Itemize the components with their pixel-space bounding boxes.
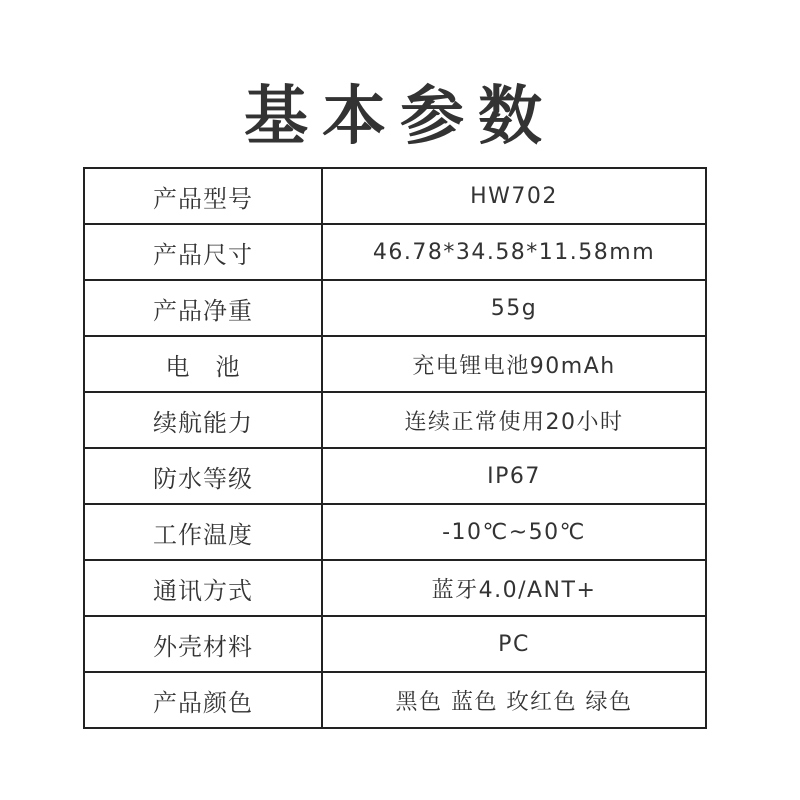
spec-label: 产品尺寸 [84, 224, 322, 280]
table-row [84, 224, 706, 280]
table-row [84, 168, 706, 224]
spec-value: 46.78*34.58*11.58mm [322, 224, 706, 280]
table-row [84, 336, 706, 392]
spec-table [83, 167, 707, 729]
spec-value: IP67 [322, 448, 706, 504]
spec-label: 工作温度 [84, 504, 322, 560]
table-row [84, 448, 706, 504]
spec-label: 产品净重 [84, 280, 322, 336]
spec-value: HW702 [322, 168, 706, 224]
spec-label: 防水等级 [84, 448, 322, 504]
spec-value: 充电锂电池90mAh [322, 336, 706, 392]
spec-label: 电 池 [84, 336, 322, 392]
spec-value: PC [322, 616, 706, 672]
table-row [84, 280, 706, 336]
page-title: 基本参数 [244, 79, 556, 154]
table-row [84, 504, 706, 560]
spec-label: 产品颜色 [84, 672, 322, 728]
spec-value: -10℃~50℃ [322, 504, 706, 560]
spec-label: 外壳材料 [84, 616, 322, 672]
spec-label: 通讯方式 [84, 560, 322, 616]
spec-label: 产品型号 [84, 168, 322, 224]
spec-value: 黑色 蓝色 玫红色 绿色 [322, 672, 706, 728]
table-row [84, 392, 706, 448]
spec-value: 连续正常使用20小时 [322, 392, 706, 448]
table-row [84, 616, 706, 672]
table-row [84, 672, 706, 728]
spec-value: 55g [322, 280, 706, 336]
table-row [84, 560, 706, 616]
spec-label: 续航能力 [84, 392, 322, 448]
spec-value: 蓝牙4.0/ANT+ [322, 560, 706, 616]
